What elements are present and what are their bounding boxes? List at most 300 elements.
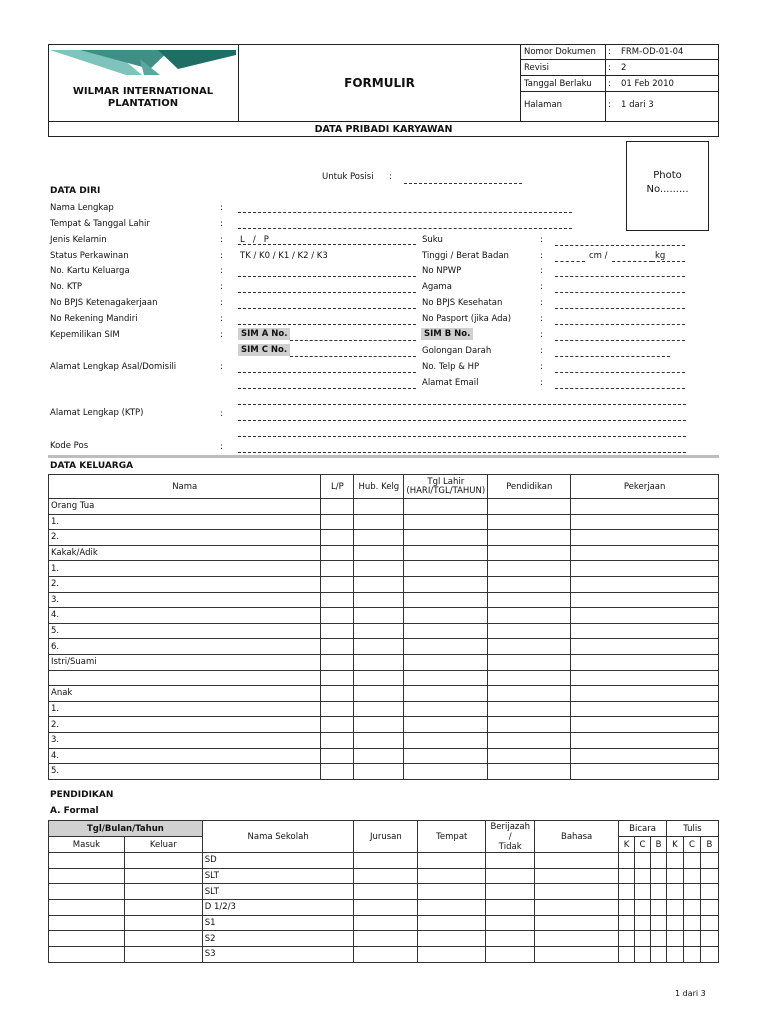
- family-field-cell[interactable]: [488, 686, 571, 702]
- agama-input[interactable]: [555, 292, 685, 293]
- col-berijazah-line1: Berijazah /: [490, 821, 530, 842]
- family-field-cell[interactable]: [404, 639, 488, 655]
- alamat-domisili-input-3[interactable]: [238, 404, 686, 405]
- label-rekening: No Rekening Mandiri: [50, 314, 138, 324]
- label-alamat-ktp: Alamat Lengkap (KTP): [50, 408, 144, 418]
- family-field-cell[interactable]: [321, 670, 354, 686]
- family-field-cell[interactable]: [321, 499, 354, 515]
- education-field-cell[interactable]: [666, 900, 683, 916]
- education-field-cell[interactable]: [651, 931, 667, 947]
- colon: :: [540, 378, 543, 388]
- kg-underline: [652, 261, 685, 262]
- family-field-cell[interactable]: [321, 514, 354, 530]
- education-field-cell[interactable]: [535, 947, 619, 963]
- education-field-cell[interactable]: [354, 853, 418, 869]
- education-level-cell[interactable]: S1: [202, 915, 354, 931]
- label-telp: No. Telp & HP: [422, 362, 480, 372]
- family-field-cell[interactable]: [354, 686, 404, 702]
- family-field-cell[interactable]: [404, 592, 488, 608]
- email-input[interactable]: [555, 388, 685, 389]
- education-field-cell[interactable]: [124, 947, 202, 963]
- family-field-cell[interactable]: [354, 654, 404, 670]
- family-name-cell[interactable]: 2.: [49, 576, 321, 592]
- golongan-darah-input[interactable]: [555, 356, 670, 357]
- family-field-cell[interactable]: [571, 717, 719, 733]
- rekening-input[interactable]: [238, 324, 416, 325]
- company-name-line2: PLANTATION: [107, 98, 179, 109]
- table-row: [49, 623, 719, 639]
- family-field-cell[interactable]: [571, 701, 719, 717]
- family-field-cell[interactable]: [488, 545, 571, 561]
- education-field-cell[interactable]: [354, 947, 418, 963]
- education-level-cell[interactable]: S3: [202, 947, 354, 963]
- family-field-cell[interactable]: [488, 514, 571, 530]
- family-field-cell[interactable]: [354, 608, 404, 624]
- meta-row-3: [521, 76, 719, 92]
- education-field-cell[interactable]: [683, 915, 700, 931]
- family-field-cell[interactable]: [571, 670, 719, 686]
- education-field-cell[interactable]: [486, 884, 535, 900]
- family-field-cell[interactable]: [404, 561, 488, 577]
- family-field-cell[interactable]: [354, 545, 404, 561]
- keluarga-title: DATA KELUARGA: [50, 461, 134, 471]
- family-field-cell[interactable]: [321, 545, 354, 561]
- family-field-cell[interactable]: [488, 732, 571, 748]
- family-field-cell[interactable]: [488, 654, 571, 670]
- family-field-cell[interactable]: [404, 514, 488, 530]
- education-field-cell[interactable]: [666, 915, 683, 931]
- education-field-cell[interactable]: [535, 884, 619, 900]
- family-field-cell[interactable]: [571, 499, 719, 515]
- education-field-cell[interactable]: [49, 900, 125, 916]
- family-field-cell[interactable]: [354, 592, 404, 608]
- family-field-cell[interactable]: [404, 701, 488, 717]
- colon: :: [220, 362, 223, 372]
- table-row: [49, 717, 719, 733]
- education-field-cell[interactable]: [49, 884, 125, 900]
- education-field-cell[interactable]: [651, 884, 667, 900]
- family-field-cell[interactable]: [488, 530, 571, 546]
- education-field-cell[interactable]: [635, 947, 651, 963]
- family-field-cell[interactable]: [354, 576, 404, 592]
- education-field-cell[interactable]: [354, 900, 418, 916]
- col-nama-sekolah: Nama Sekolah: [202, 821, 354, 853]
- family-field-cell[interactable]: [404, 717, 488, 733]
- education-field-cell[interactable]: [700, 915, 718, 931]
- family-field-cell[interactable]: [321, 592, 354, 608]
- family-name-cell[interactable]: 4.: [49, 608, 321, 624]
- family-name-cell[interactable]: 1.: [49, 701, 321, 717]
- education-field-cell[interactable]: [666, 884, 683, 900]
- education-field-cell[interactable]: [651, 868, 667, 884]
- table-row: [49, 732, 719, 748]
- meta-colon: :: [608, 63, 611, 73]
- family-field-cell[interactable]: [488, 701, 571, 717]
- label-kode-pos: Kode Pos: [50, 441, 89, 451]
- bpjs-tk-input[interactable]: [238, 308, 416, 309]
- education-field-cell[interactable]: [354, 868, 418, 884]
- family-field-cell[interactable]: [571, 654, 719, 670]
- family-field-cell[interactable]: [488, 561, 571, 577]
- education-field-cell[interactable]: [683, 947, 700, 963]
- education-field-cell[interactable]: [619, 900, 635, 916]
- col-tulis: Tulis: [666, 821, 718, 837]
- family-name-cell[interactable]: [49, 670, 321, 686]
- photo-box[interactable]: [626, 141, 709, 231]
- npwp-input[interactable]: [555, 276, 685, 277]
- education-field-cell[interactable]: [651, 947, 667, 963]
- family-field-cell[interactable]: [571, 608, 719, 624]
- table-row: [49, 764, 719, 780]
- sim-c-label: SIM C No.: [238, 344, 290, 356]
- family-name-cell[interactable]: 3.: [49, 592, 321, 608]
- education-field-cell[interactable]: [535, 853, 619, 869]
- family-field-cell[interactable]: [571, 530, 719, 546]
- data-diri-title: DATA DIRI: [50, 186, 101, 196]
- family-field-cell[interactable]: [404, 576, 488, 592]
- education-field-cell[interactable]: [666, 947, 683, 963]
- family-field-cell[interactable]: [488, 639, 571, 655]
- education-field-cell[interactable]: [683, 900, 700, 916]
- meta-row-1: [521, 44, 719, 60]
- kg-unit: kg: [655, 251, 666, 261]
- pasport-input[interactable]: [555, 324, 685, 325]
- education-field-cell[interactable]: [49, 947, 125, 963]
- education-table: [48, 820, 719, 963]
- family-field-cell[interactable]: [354, 701, 404, 717]
- education-field-cell[interactable]: [418, 947, 486, 963]
- label-suku: Suku: [422, 235, 443, 245]
- family-name-cell[interactable]: 2.: [49, 717, 321, 733]
- education-field-cell[interactable]: [635, 868, 651, 884]
- table-row: [49, 701, 719, 717]
- education-field-cell[interactable]: [700, 900, 718, 916]
- tinggi-input[interactable]: [555, 261, 585, 262]
- family-field-cell[interactable]: [321, 623, 354, 639]
- table-row: [49, 915, 719, 931]
- label-email: Alamat Email: [422, 378, 479, 388]
- family-field-cell[interactable]: [488, 748, 571, 764]
- suku-input[interactable]: [555, 245, 685, 246]
- family-field-cell[interactable]: [321, 764, 354, 780]
- colon: :: [540, 251, 543, 261]
- education-field-cell[interactable]: [635, 931, 651, 947]
- family-field-cell[interactable]: [571, 623, 719, 639]
- family-field-cell[interactable]: [354, 670, 404, 686]
- col-berijazah-line2: Tidak: [498, 841, 522, 852]
- family-field-cell[interactable]: [321, 654, 354, 670]
- family-field-cell[interactable]: [571, 732, 719, 748]
- family-field-cell[interactable]: [404, 686, 488, 702]
- marital-options[interactable]: TK / K0 / K1 / K2 / K3: [240, 251, 328, 261]
- colon: :: [220, 442, 223, 452]
- family-field-cell[interactable]: [321, 701, 354, 717]
- education-field-cell[interactable]: [486, 947, 535, 963]
- education-field-cell[interactable]: [535, 915, 619, 931]
- education-field-cell[interactable]: [418, 900, 486, 916]
- family-field-cell[interactable]: [404, 670, 488, 686]
- family-field-cell[interactable]: [571, 561, 719, 577]
- education-field-cell[interactable]: [700, 853, 718, 869]
- education-field-cell[interactable]: [619, 931, 635, 947]
- education-level-cell[interactable]: SLT: [202, 884, 354, 900]
- meta-label: Nomor Dokumen: [524, 47, 596, 57]
- education-field-cell[interactable]: [418, 868, 486, 884]
- education-field-cell[interactable]: [354, 915, 418, 931]
- family-field-cell[interactable]: [321, 732, 354, 748]
- family-field-cell[interactable]: [321, 530, 354, 546]
- education-field-cell[interactable]: [700, 884, 718, 900]
- education-field-cell[interactable]: [635, 915, 651, 931]
- family-field-cell[interactable]: [571, 748, 719, 764]
- family-field-cell[interactable]: [404, 764, 488, 780]
- no-kk-input[interactable]: [238, 276, 416, 277]
- label-tempat-tanggal-lahir: Tempat & Tanggal Lahir: [50, 219, 150, 229]
- family-field-cell[interactable]: [488, 592, 571, 608]
- family-field-cell[interactable]: [571, 764, 719, 780]
- posisi-input[interactable]: [404, 183, 522, 184]
- family-field-cell[interactable]: [571, 592, 719, 608]
- col-nama: Nama: [49, 475, 321, 499]
- sim-b-input[interactable]: [555, 340, 685, 341]
- education-level-cell[interactable]: SLT: [202, 868, 354, 884]
- family-field-cell[interactable]: [404, 748, 488, 764]
- table-row: [49, 654, 719, 670]
- education-field-cell[interactable]: [49, 868, 125, 884]
- col-hub: Hub. Kelg: [354, 475, 404, 499]
- education-field-cell[interactable]: [124, 884, 202, 900]
- family-field-cell[interactable]: [488, 499, 571, 515]
- education-field-cell[interactable]: [49, 915, 125, 931]
- sim-c-input[interactable]: [290, 356, 416, 357]
- family-name-cell[interactable]: 4.: [49, 748, 321, 764]
- education-field-cell[interactable]: [535, 868, 619, 884]
- education-field-cell[interactable]: [354, 931, 418, 947]
- family-field-cell[interactable]: [404, 499, 488, 515]
- family-field-cell[interactable]: [321, 639, 354, 655]
- colon: :: [220, 203, 223, 213]
- education-field-cell[interactable]: [124, 900, 202, 916]
- col-bicara: Bicara: [619, 821, 667, 837]
- col-pendidikan: Pendidikan: [488, 475, 571, 499]
- family-field-cell[interactable]: [488, 608, 571, 624]
- alamat-domisili-input-2[interactable]: [238, 388, 416, 389]
- education-field-cell[interactable]: [418, 931, 486, 947]
- family-name-cell[interactable]: Anak: [49, 686, 321, 702]
- family-field-cell[interactable]: [404, 545, 488, 561]
- family-field-cell[interactable]: [321, 561, 354, 577]
- colon: :: [220, 266, 223, 276]
- ttl-input[interactable]: [238, 228, 572, 229]
- col-tgl-lahir-line1: Tgl Lahir: [427, 476, 465, 487]
- education-field-cell[interactable]: [124, 931, 202, 947]
- table-row: [49, 608, 719, 624]
- education-field-cell[interactable]: [486, 931, 535, 947]
- label-status-perkawinan: Status Perkawinan: [50, 251, 129, 261]
- family-name-cell[interactable]: 5.: [49, 623, 321, 639]
- family-name-cell[interactable]: Orang Tua: [49, 499, 321, 515]
- label-bpjs-kesehatan: No BPJS Kesehatan: [422, 298, 503, 308]
- table-row: [49, 868, 719, 884]
- table-row: [49, 947, 719, 963]
- family-field-cell[interactable]: [571, 686, 719, 702]
- education-field-cell[interactable]: [486, 868, 535, 884]
- berat-input[interactable]: [612, 261, 652, 262]
- education-field-cell[interactable]: [124, 853, 202, 869]
- education-field-cell[interactable]: [535, 900, 619, 916]
- education-field-cell[interactable]: [418, 853, 486, 869]
- meta-divider: [605, 44, 606, 121]
- education-field-cell[interactable]: [683, 884, 700, 900]
- education-field-cell[interactable]: [683, 853, 700, 869]
- telp-input[interactable]: [555, 372, 685, 373]
- family-field-cell[interactable]: [488, 576, 571, 592]
- education-field-cell[interactable]: [700, 868, 718, 884]
- table-row: [49, 931, 719, 947]
- family-field-cell[interactable]: [321, 717, 354, 733]
- family-name-cell[interactable]: Kakak/Adik: [49, 545, 321, 561]
- family-name-cell[interactable]: 2.: [49, 530, 321, 546]
- family-field-cell[interactable]: [354, 623, 404, 639]
- family-name-cell[interactable]: Istri/Suami: [49, 654, 321, 670]
- education-field-cell[interactable]: [666, 853, 683, 869]
- colon: :: [220, 251, 223, 261]
- family-field-cell[interactable]: [571, 576, 719, 592]
- education-field-cell[interactable]: [619, 853, 635, 869]
- col-keluar: Keluar: [124, 837, 202, 853]
- family-field-cell[interactable]: [571, 514, 719, 530]
- posisi-label: Untuk Posisi: [322, 172, 374, 182]
- education-field-cell[interactable]: [486, 900, 535, 916]
- family-name-cell[interactable]: 1.: [49, 561, 321, 577]
- education-level-cell[interactable]: S2: [202, 931, 354, 947]
- family-field-cell[interactable]: [404, 608, 488, 624]
- alamat-domisili-input-1[interactable]: [238, 372, 416, 373]
- label-npwp: No NPWP: [422, 266, 462, 276]
- meta-row-2: [521, 60, 719, 76]
- education-field-cell[interactable]: [635, 853, 651, 869]
- education-field-cell[interactable]: [666, 931, 683, 947]
- colon: :: [540, 266, 543, 276]
- education-field-cell[interactable]: [124, 915, 202, 931]
- family-field-cell[interactable]: [404, 732, 488, 748]
- family-name-cell[interactable]: 6.: [49, 639, 321, 655]
- family-field-cell[interactable]: [321, 686, 354, 702]
- education-field-cell[interactable]: [124, 868, 202, 884]
- education-field-cell[interactable]: [49, 931, 125, 947]
- gender-options[interactable]: L / P: [240, 235, 269, 245]
- education-field-cell[interactable]: [418, 915, 486, 931]
- education-field-cell[interactable]: [535, 931, 619, 947]
- pendidikan-title: PENDIDIKAN: [50, 790, 114, 800]
- family-field-cell[interactable]: [354, 499, 404, 515]
- education-field-cell[interactable]: [619, 868, 635, 884]
- meta-row-4: [521, 92, 719, 121]
- family-field-cell[interactable]: [571, 545, 719, 561]
- colon: :: [220, 235, 223, 245]
- education-field-cell[interactable]: [651, 915, 667, 931]
- family-field-cell[interactable]: [354, 748, 404, 764]
- meta-value: 1 dari 3: [621, 100, 654, 110]
- family-field-cell[interactable]: [354, 561, 404, 577]
- nama-lengkap-input[interactable]: [238, 212, 572, 213]
- education-field-cell[interactable]: [49, 853, 125, 869]
- education-field-cell[interactable]: [700, 931, 718, 947]
- family-field-cell[interactable]: [354, 732, 404, 748]
- family-name-cell[interactable]: 5.: [49, 764, 321, 780]
- family-field-cell[interactable]: [488, 623, 571, 639]
- colon: :: [540, 362, 543, 372]
- alamat-ktp-input-1[interactable]: [238, 420, 686, 421]
- family-field-cell[interactable]: [404, 654, 488, 670]
- education-field-cell[interactable]: [486, 915, 535, 931]
- education-level-cell[interactable]: SD: [202, 853, 354, 869]
- education-field-cell[interactable]: [683, 931, 700, 947]
- education-field-cell[interactable]: [666, 868, 683, 884]
- family-field-cell[interactable]: [321, 576, 354, 592]
- col-k: K: [666, 837, 683, 853]
- family-field-cell[interactable]: [354, 514, 404, 530]
- meta-colon: :: [608, 47, 611, 57]
- table-row: [49, 639, 719, 655]
- education-field-cell[interactable]: [635, 900, 651, 916]
- label-no-ktp: No. KTP: [50, 282, 83, 292]
- education-field-cell[interactable]: [486, 853, 535, 869]
- family-field-cell[interactable]: [354, 639, 404, 655]
- family-field-cell[interactable]: [488, 670, 571, 686]
- education-field-cell[interactable]: [619, 915, 635, 931]
- alamat-ktp-input-2[interactable]: [238, 436, 686, 437]
- family-field-cell[interactable]: [354, 717, 404, 733]
- col-jurusan: Jurusan: [354, 821, 418, 853]
- col-tgl-lahir-line2: (HARI/TGL/TAHUN): [406, 485, 486, 496]
- education-field-cell[interactable]: [683, 868, 700, 884]
- family-field-cell[interactable]: [488, 717, 571, 733]
- col-tempat: Tempat: [418, 821, 486, 853]
- colon: :: [220, 282, 223, 292]
- table-row: [49, 561, 719, 577]
- family-field-cell[interactable]: [404, 530, 488, 546]
- gender-underline: [238, 244, 416, 245]
- family-field-cell[interactable]: [321, 748, 354, 764]
- family-field-cell[interactable]: [354, 530, 404, 546]
- meta-label: Revisi: [524, 63, 549, 73]
- meta-colon: :: [608, 100, 611, 110]
- no-ktp-input[interactable]: [238, 292, 416, 293]
- education-level-cell[interactable]: D 1/2/3: [202, 900, 354, 916]
- kode-pos-input[interactable]: [238, 452, 686, 453]
- education-field-cell[interactable]: [635, 884, 651, 900]
- family-name-cell[interactable]: 3.: [49, 732, 321, 748]
- family-field-cell[interactable]: [488, 764, 571, 780]
- meta-colon: :: [608, 79, 611, 89]
- family-field-cell[interactable]: [404, 623, 488, 639]
- education-field-cell[interactable]: [354, 884, 418, 900]
- family-field-cell[interactable]: [571, 639, 719, 655]
- form-title: FORMULIR: [344, 76, 415, 90]
- education-field-cell[interactable]: [651, 853, 667, 869]
- education-field-cell[interactable]: [418, 884, 486, 900]
- family-field-cell[interactable]: [321, 608, 354, 624]
- education-field-cell[interactable]: [619, 947, 635, 963]
- education-field-cell[interactable]: [651, 900, 667, 916]
- sim-a-input[interactable]: [290, 340, 416, 341]
- education-field-cell[interactable]: [700, 947, 718, 963]
- education-field-cell[interactable]: [619, 884, 635, 900]
- family-field-cell[interactable]: [354, 764, 404, 780]
- bpjs-kesehatan-input[interactable]: [555, 308, 685, 309]
- family-name-cell[interactable]: 1.: [49, 514, 321, 530]
